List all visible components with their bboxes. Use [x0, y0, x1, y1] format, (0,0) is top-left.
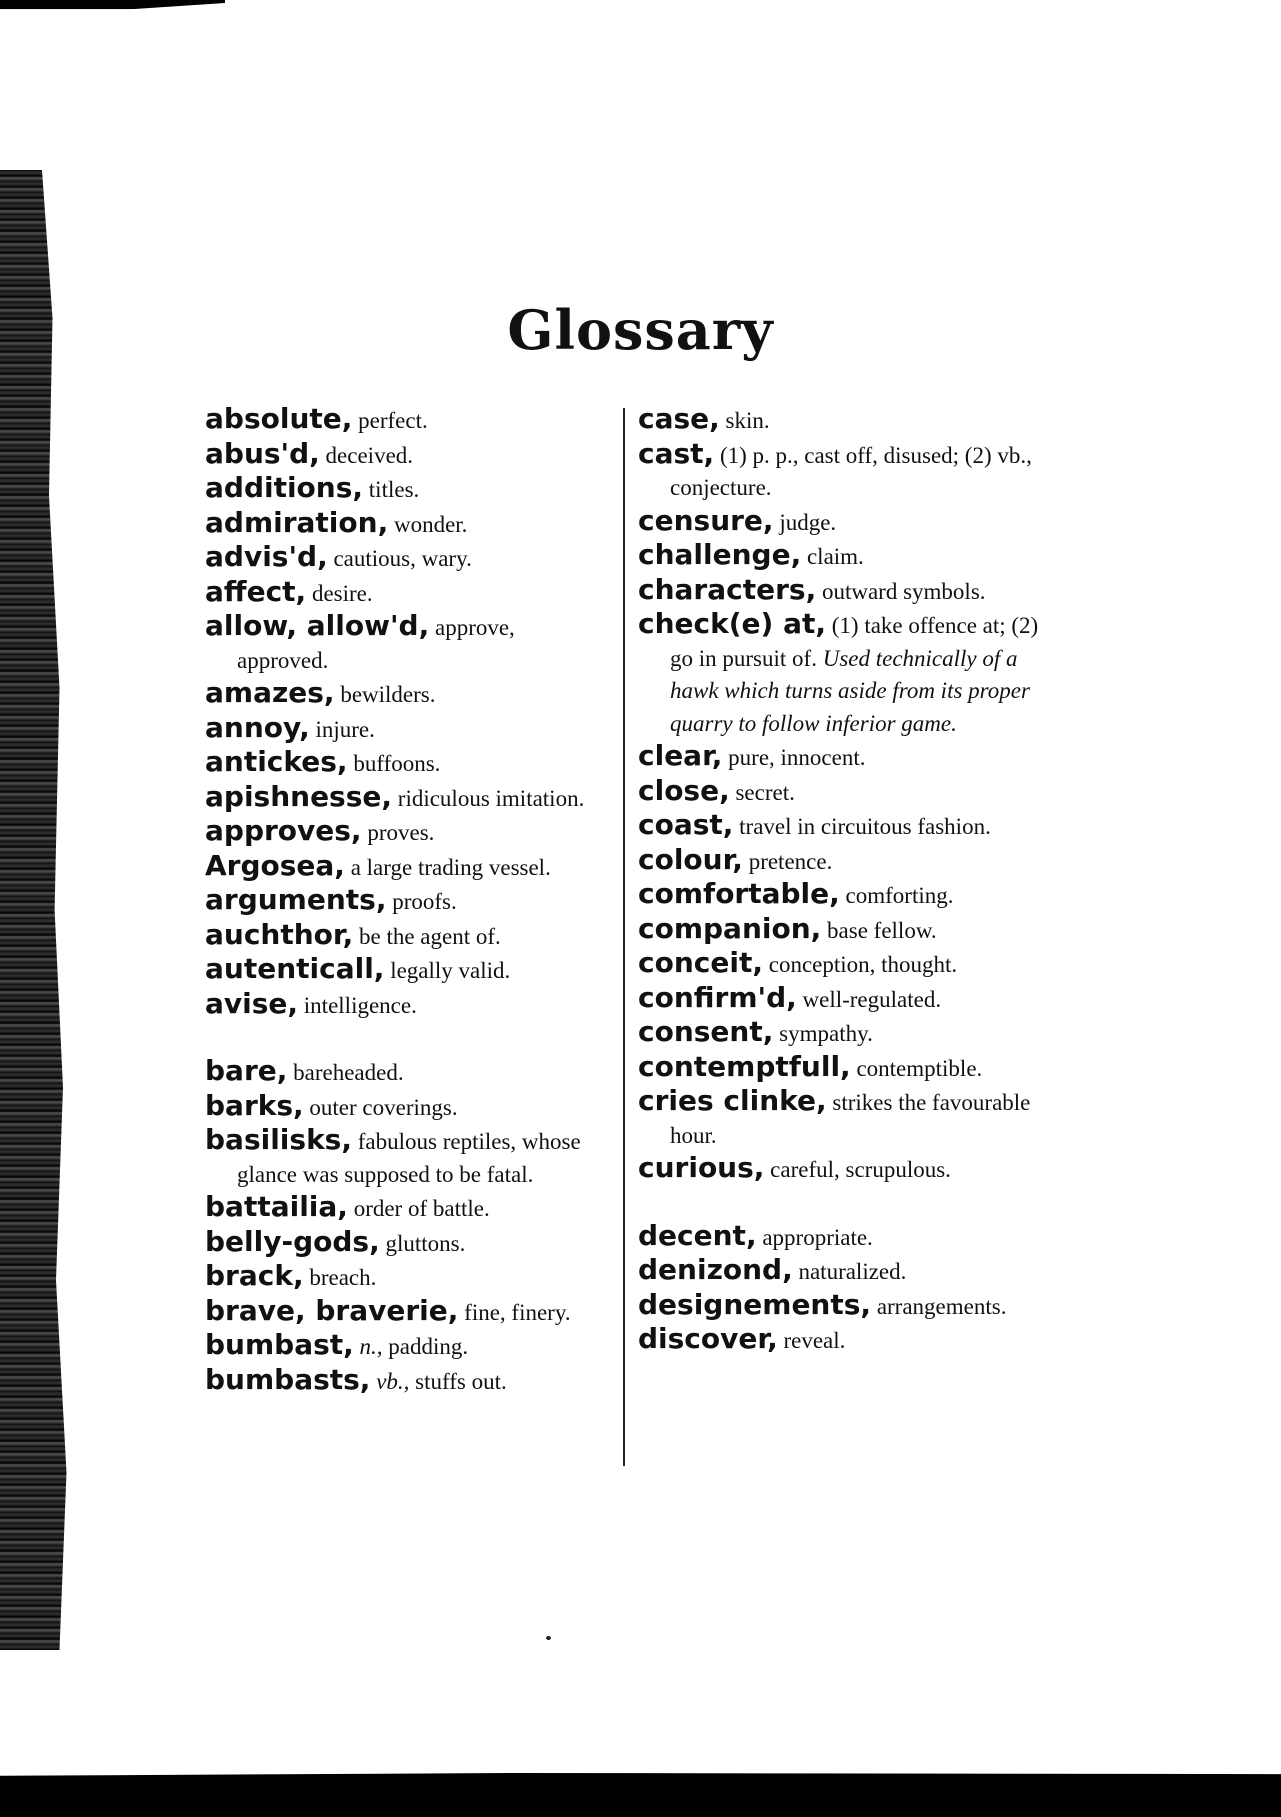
- headword: censure,: [638, 503, 774, 537]
- headword: barks,: [205, 1088, 304, 1122]
- glossary-column-right: [638, 403, 1043, 1358]
- headword: additions,: [205, 471, 364, 504]
- glossary-entry: [638, 1289, 1043, 1324]
- definition: (1) p. p., cast off, disused; (2) vb., conjecture.: [670, 442, 1032, 500]
- scan-edge-bottom: [0, 1762, 1281, 1817]
- definition: conception, thought.: [762, 952, 958, 977]
- headword: characters,: [638, 572, 817, 606]
- scan-edge-top: [0, 0, 225, 30]
- headword: challenge,: [638, 538, 802, 571]
- headword: check(e) at,: [638, 607, 826, 640]
- definition: ridiculous imitation.: [392, 785, 585, 811]
- glossary-entry: [638, 775, 1043, 810]
- page-title: Glossary: [507, 298, 774, 362]
- definition: outer coverings.: [303, 1094, 458, 1120]
- glossary-entry: [205, 884, 607, 919]
- headword: bare,: [205, 1054, 288, 1087]
- headword: coast,: [638, 808, 734, 841]
- glossary-entry: [205, 1191, 607, 1226]
- glossary-entry: [205, 610, 607, 677]
- definition: perfect.: [352, 408, 428, 433]
- glossary-entry: [638, 740, 1043, 775]
- glossary-entry: [638, 1254, 1043, 1289]
- definition: bewilders.: [334, 682, 436, 707]
- definition: gluttons.: [379, 1230, 466, 1256]
- headword: arguments,: [205, 883, 387, 916]
- headword: approves,: [205, 814, 362, 847]
- page-mark: [546, 1636, 551, 1640]
- glossary-entry: [638, 574, 1043, 609]
- definition: judge.: [773, 509, 837, 535]
- glossary-entry: [205, 746, 607, 781]
- definition: approve, approved.: [237, 615, 515, 673]
- definition: be the agent of.: [353, 923, 501, 949]
- headword: advis'd,: [205, 540, 328, 573]
- headword: designements,: [638, 1287, 872, 1321]
- definition: a large trading vessel.: [344, 854, 551, 880]
- glossary-entry: [638, 947, 1043, 982]
- glossary-entry: [638, 1220, 1043, 1255]
- definition: appropriate.: [756, 1224, 873, 1250]
- definition: injure.: [309, 716, 375, 742]
- glossary-entry: [205, 403, 607, 438]
- definition: wonder.: [388, 511, 468, 537]
- glossary-entry: [205, 1329, 607, 1364]
- headword: comfortable,: [638, 877, 840, 910]
- definition: legally valid.: [384, 958, 511, 983]
- headword: consent,: [638, 1015, 774, 1048]
- part-of-speech: n.,: [353, 1334, 383, 1359]
- glossary-entry: [638, 844, 1043, 879]
- definition: fabulous reptiles, whose glance was supposed to be fatal.: [237, 1129, 581, 1187]
- headword: brave, braverie,: [205, 1293, 459, 1327]
- definition: proves.: [361, 820, 435, 845]
- headword: admiration,: [205, 505, 389, 539]
- headword: companion,: [638, 911, 822, 945]
- glossary-entry: [205, 677, 607, 712]
- definition: bareheaded.: [287, 1060, 404, 1085]
- definition: travel in circuitous fashion.: [733, 814, 991, 839]
- headword: decent,: [638, 1218, 757, 1252]
- definition: outward symbols.: [816, 578, 986, 604]
- column-divider: [623, 408, 625, 1466]
- definition: base fellow.: [821, 917, 937, 943]
- headword: conceit,: [638, 946, 763, 979]
- glossary-entry: [638, 913, 1043, 948]
- headword: annoy,: [205, 710, 310, 744]
- headword: avise,: [205, 986, 299, 1020]
- glossary-entry: [205, 1226, 607, 1261]
- definition: fine, finery.: [458, 1299, 571, 1325]
- headword: apishnesse,: [205, 779, 393, 813]
- headword: bumbast,: [205, 1328, 354, 1361]
- definition-note: Used technically of a hawk which turns aside from its proper quarry to follow inferior game.: [670, 645, 1030, 736]
- headword: clear,: [638, 739, 723, 772]
- definition: arrangements.: [871, 1293, 1007, 1319]
- headword: close,: [638, 773, 730, 807]
- glossary-entry: [205, 919, 607, 954]
- glossary-entry: [205, 988, 607, 1023]
- headword: cast,: [638, 436, 715, 470]
- glossary-entry: [205, 507, 607, 542]
- glossary-entry: [205, 1090, 607, 1125]
- headword: amazes,: [205, 676, 335, 709]
- definition: contemptible.: [850, 1055, 983, 1081]
- headword: discover,: [638, 1322, 778, 1355]
- glossary-entry: [638, 1016, 1043, 1051]
- definition: desire.: [306, 580, 373, 606]
- glossary-entry: [205, 1055, 607, 1090]
- headword: auchthor,: [205, 917, 354, 951]
- definition: buffoons.: [347, 751, 441, 776]
- definition: proofs.: [386, 889, 457, 914]
- definition: secret.: [729, 779, 795, 805]
- headword: belly-gods,: [205, 1224, 380, 1258]
- glossary-entry: [205, 576, 607, 611]
- glossary-entry: [205, 781, 607, 816]
- headword: brack,: [205, 1259, 304, 1292]
- definition: sympathy.: [773, 1021, 873, 1046]
- glossary-column-left: [205, 403, 607, 1398]
- glossary-entry: [205, 472, 607, 507]
- headword: allow, allow'd,: [205, 609, 430, 642]
- definition: padding.: [382, 1334, 469, 1359]
- glossary-entry: [205, 541, 607, 576]
- glossary-entry: [638, 539, 1043, 574]
- headword: antickes,: [205, 745, 348, 778]
- glossary-entry: [205, 712, 607, 747]
- definition: cautious, wary.: [327, 546, 472, 571]
- definition: stuffs out.: [409, 1368, 507, 1394]
- glossary-entry: [638, 608, 1043, 740]
- glossary-entry: [205, 1295, 607, 1330]
- headword: case,: [638, 402, 720, 435]
- glossary-entry: [638, 1085, 1043, 1152]
- headword: autenticall,: [205, 952, 385, 985]
- scan-edge-left: [0, 170, 70, 1650]
- glossary-entry: [205, 438, 607, 473]
- glossary-entry: [638, 505, 1043, 540]
- glossary-entry: [205, 1260, 607, 1295]
- headword: Argosea,: [205, 848, 345, 882]
- definition: naturalized.: [792, 1259, 907, 1284]
- headword: cries clinke,: [638, 1084, 827, 1117]
- glossary-entry: [205, 850, 607, 885]
- headword: contemptfull,: [638, 1049, 851, 1083]
- definition: strikes the favourable hour.: [670, 1090, 1031, 1148]
- definition: skin.: [719, 408, 770, 433]
- headword: denizond,: [638, 1253, 793, 1286]
- glossary-entry: [638, 403, 1043, 438]
- definition: deceived.: [319, 442, 414, 468]
- definition: intelligence.: [298, 992, 417, 1018]
- headword: absolute,: [205, 402, 353, 435]
- glossary-entry: [205, 1364, 607, 1399]
- definition: well-regulated.: [796, 986, 942, 1012]
- definition: careful, scrupulous.: [764, 1157, 951, 1182]
- headword: colour,: [638, 842, 743, 876]
- glossary-entry: [638, 1051, 1043, 1086]
- definition: (1) take offence at; (2) go in pursuit of.: [670, 613, 1039, 671]
- definition: reveal.: [777, 1328, 846, 1353]
- section-gap: [205, 1022, 607, 1055]
- definition: pure, innocent.: [722, 745, 866, 770]
- glossary-entry: [205, 815, 607, 850]
- headword: basilisks,: [205, 1123, 352, 1156]
- definition: claim.: [801, 544, 864, 569]
- glossary-entry: [205, 1124, 607, 1191]
- definition: breach.: [303, 1265, 377, 1290]
- glossary-entry: [205, 953, 607, 988]
- headword: affect,: [205, 574, 307, 608]
- glossary-entry: [638, 1152, 1043, 1187]
- glossary-entry: [638, 982, 1043, 1017]
- part-of-speech: vb.,: [370, 1368, 410, 1394]
- definition: order of battle.: [347, 1196, 490, 1221]
- headword: battailia,: [205, 1190, 348, 1223]
- headword: bumbasts,: [205, 1362, 371, 1396]
- headword: abus'd,: [205, 436, 320, 470]
- section-gap: [638, 1187, 1043, 1220]
- glossary-entry: [638, 1323, 1043, 1358]
- glossary-entry: [638, 438, 1043, 505]
- definition: comforting.: [839, 883, 954, 908]
- headword: confirm'd,: [638, 980, 797, 1014]
- definition: pretence.: [742, 848, 833, 874]
- headword: curious,: [638, 1151, 765, 1184]
- definition: titles.: [363, 477, 420, 502]
- glossary-entry: [638, 878, 1043, 913]
- glossary-entry: [638, 809, 1043, 844]
